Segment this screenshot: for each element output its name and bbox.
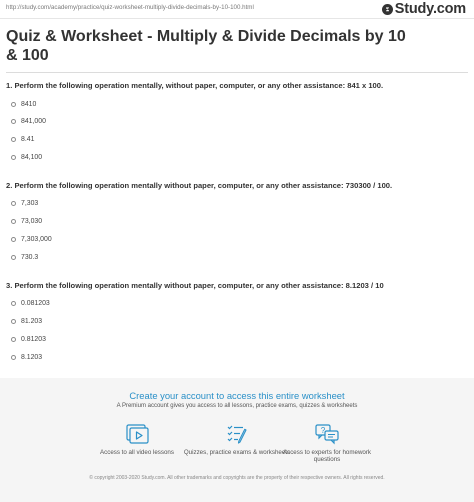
option-label: 841,000: [21, 118, 46, 125]
answer-option[interactable]: [11, 200, 38, 207]
answer-option[interactable]: [11, 336, 46, 343]
study-logo[interactable]: [382, 1, 466, 17]
question-text: 3. Perform the following operation mentally without paper, computer, or any other assistance: 8.1203 / 10: [6, 281, 384, 290]
radio-button[interactable]: [11, 255, 16, 260]
option-label: 7,303,000: [21, 236, 52, 243]
answer-option[interactable]: [11, 136, 34, 143]
feature-label: Quizzes, practice exams & worksheets: [183, 449, 291, 456]
feature-video-lessons: [82, 423, 192, 456]
option-label: 8.41: [21, 136, 35, 143]
top-bar: [0, 0, 474, 19]
quizzes-checklist-icon: [225, 423, 249, 445]
question-2: [6, 181, 468, 261]
answer-option[interactable]: [11, 101, 36, 108]
answer-option[interactable]: [11, 254, 38, 261]
question-text: 1. Perform the following operation mentally, without paper, computer, or any other assistance: 841 x 100.: [6, 81, 384, 90]
question-1: [6, 81, 468, 161]
svg-text:?: ?: [320, 426, 326, 435]
option-label: 730.3: [21, 254, 39, 261]
page-title: Quiz & Worksheet - Multiply & Divide Decimals by 10 & 100: [6, 28, 406, 64]
cta-subtitle: A Premium account gives you access to all lessons, practice exams, quizzes & worksheets: [116, 403, 358, 409]
premium-cta-panel: [0, 378, 474, 502]
radio-button[interactable]: [11, 337, 16, 342]
radio-button[interactable]: [11, 102, 16, 107]
answer-option[interactable]: [11, 218, 42, 225]
video-lessons-icon: [125, 423, 149, 445]
radio-button[interactable]: [11, 119, 16, 124]
answer-option[interactable]: [11, 354, 42, 361]
logo-text: Study.com: [394, 1, 466, 17]
answer-option[interactable]: [11, 154, 42, 161]
feature-label: Access to experts for homework questions: [282, 449, 372, 464]
radio-button[interactable]: [11, 155, 16, 160]
cta-title-link[interactable]: Create your account to access this entire worksheet: [129, 390, 345, 401]
title-divider: [6, 72, 468, 73]
radio-button[interactable]: [11, 237, 16, 242]
option-label: 7,303: [21, 200, 39, 207]
experts-chat-icon: [314, 423, 340, 445]
radio-button[interactable]: [11, 201, 16, 206]
option-label: 73,030: [21, 218, 43, 225]
feature-label: Access to all video lessons: [100, 449, 174, 456]
option-label: 0.81203: [21, 336, 46, 343]
answer-option[interactable]: [11, 300, 50, 307]
option-label: 8410: [21, 101, 37, 108]
option-label: 81.203: [21, 318, 43, 325]
option-label: 8.1203: [21, 354, 43, 361]
radio-button[interactable]: [11, 355, 16, 360]
radio-button[interactable]: [11, 219, 16, 224]
feature-experts: [272, 423, 382, 464]
page-url[interactable]: http://study.com/academy/practice/quiz-worksheet-multiply-divide-decimals-by-10-100.html: [6, 4, 254, 11]
answer-option[interactable]: [11, 236, 52, 243]
copyright-footer: © copyright 2003-2020 Study.com. All other trademarks and copyrights are the property of their respective owners. All rights reserved.: [89, 475, 385, 481]
option-label: 0.081203: [21, 300, 50, 307]
logo-badge-icon: [382, 4, 393, 15]
radio-button[interactable]: [11, 319, 16, 324]
answer-option[interactable]: [11, 118, 46, 125]
question-text: 2. Perform the following operation mentally without paper, computer, or any other assistance: 730300 / 100.: [6, 181, 393, 190]
question-3: [6, 281, 468, 361]
answer-option[interactable]: [11, 318, 42, 325]
radio-button[interactable]: [11, 137, 16, 142]
radio-button[interactable]: [11, 301, 16, 306]
option-label: 84,100: [21, 154, 43, 161]
